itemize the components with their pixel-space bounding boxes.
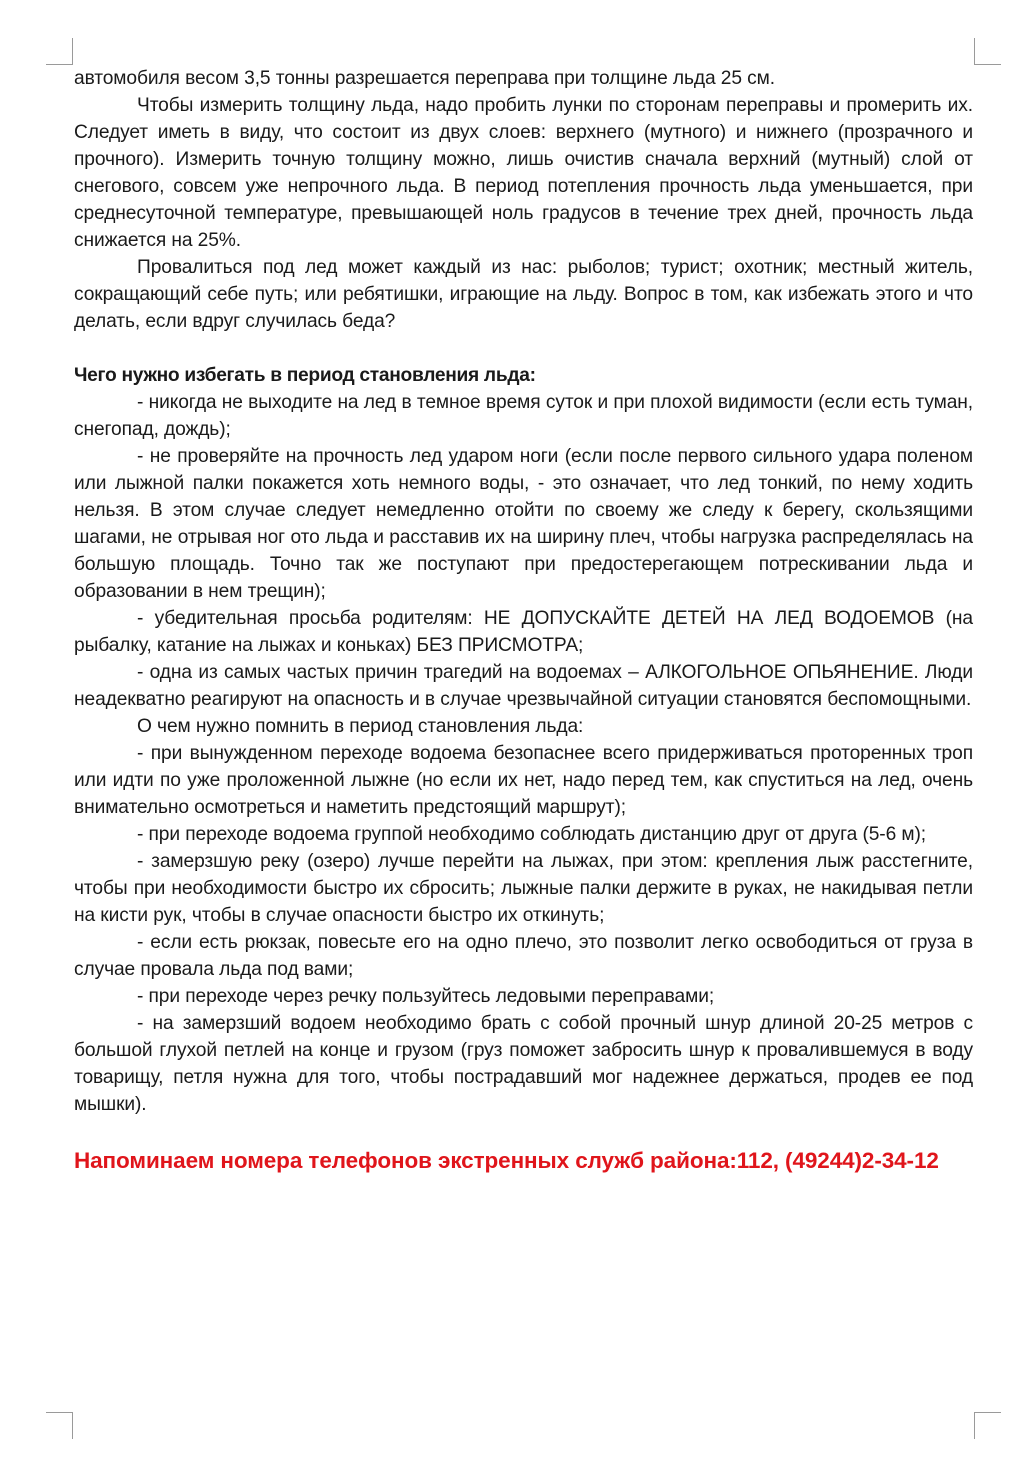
list-item-remember: - на замерзший водоем необходимо брать с собой прочный шнур длиной 20-25 метров с большой глухой петлей на конце и грузом (груз поможет забросить шнур к провалившемуся в воду товарищу, петля нужна для того, чтобы пострадавший мог надежнее держаться, продев ее под мышки). bbox=[74, 1013, 973, 1115]
paragraph-continuation: автомобиля весом 3,5 тонны разрешается переправа при толщине льда 25 см. bbox=[74, 68, 775, 89]
paragraph-ice-measurement: Чтобы измерить толщину льда, надо пробить лунки по сторонам переправы и промерить их. Следует иметь в виду, что состоит из двух слоев: верхнего (мутного) и нижнего (прозрачного и прочного). Измерить точную толщину можно, лишь очистив сначала верхний (мутный) слой от снегового, совсем уже непрочного льда. В период потепления прочность льда уменьшается, при среднесуточной температуре, превышающей ноль градусов в течение трех дней, прочность льда снижается на 25%. bbox=[74, 95, 973, 251]
list-item-remember: - при переходе водоема группой необходимо соблюдать дистанцию друг от друга (5-6 м); bbox=[137, 824, 927, 845]
list-item-remember: - замерзшую реку (озеро) лучше перейти на лыжах, при этом: крепления лыж расстегните, чтобы при необходимости быстро их сбросить; лыжные палки держите в руках, не накидывая петли на кисти рук, чтобы в случае опасности быстро их откинуть; bbox=[74, 851, 973, 926]
paragraph-who-can-fall: Провалиться под лед может каждый из нас: рыболов; турист; охотник; местный житель, сокращающий себе путь; или ребятишки, играющие на льду. Вопрос в том, как избежать этого и что делать, если вдруг случилась беда? bbox=[74, 257, 973, 332]
list-item-avoid: - не проверяйте на прочность лед ударом ноги (если после первого сильного удара поленом или лыжной палки покажется хоть немного воды, - это означает, что лед тонкий, по нему ходить нельзя. В этом случае следует немедленно отойти по своему же следу к берегу, скользящими шагами, не отрывая ног ото льда и расставив их на ширину плеч, чтобы нагрузка распределялась на большую площадь. Точно так же поступают при предостерегающем потрескивании льда и образовании в нем трещин); bbox=[74, 446, 973, 602]
section-heading-remember: О чем нужно помнить в период становления льда: bbox=[137, 716, 584, 737]
crop-mark-bottom-right bbox=[974, 1412, 1001, 1439]
list-item-remember: - при переходе через речку пользуйтесь ледовыми переправами; bbox=[137, 986, 715, 1007]
list-item-avoid: - одна из самых частых причин трагедий на водоемах – АЛКОГОЛЬНОЕ ОПЬЯНЕНИЕ. Люди неадекватно реагируют на опасность и в случае чрезвычайной ситуации становятся беспомощными. bbox=[74, 662, 973, 710]
crop-mark-bottom-left bbox=[46, 1412, 73, 1439]
emergency-phones-notice: Напоминаем номера телефонов экстренных служб района:112, (49244)2-34-12 bbox=[74, 1148, 939, 1173]
list-item-avoid: - убедительная просьба родителям: НЕ ДОПУСКАЙТЕ ДЕТЕЙ НА ЛЕД ВОДОЕМОВ (на рыбалку, катание на лыжах и коньках) БЕЗ ПРИСМОТРА; bbox=[74, 608, 973, 656]
list-item-avoid: - никогда не выходите на лед в темное время суток и при плохой видимости (если есть туман, снегопад, дождь); bbox=[74, 392, 973, 440]
list-item-remember: - при вынужденном переходе водоема безопаснее всего придерживаться проторенных троп или идти по уже проложенной лыжне (но если их нет, надо перед тем, как спуститься на лед, очень внимательно осмотреться и наметить предстоящий маршрут); bbox=[74, 743, 973, 818]
document-page bbox=[74, 65, 973, 1176]
list-item-remember: - если есть рюкзак, повесьте его на одно плечо, это позволит легко освободиться от груза в случае провала льда под вами; bbox=[74, 932, 973, 980]
section-heading-avoid: Чего нужно избегать в период становления льда: bbox=[74, 365, 536, 386]
crop-mark-top-right bbox=[974, 38, 1001, 65]
crop-mark-top-left bbox=[46, 38, 73, 65]
